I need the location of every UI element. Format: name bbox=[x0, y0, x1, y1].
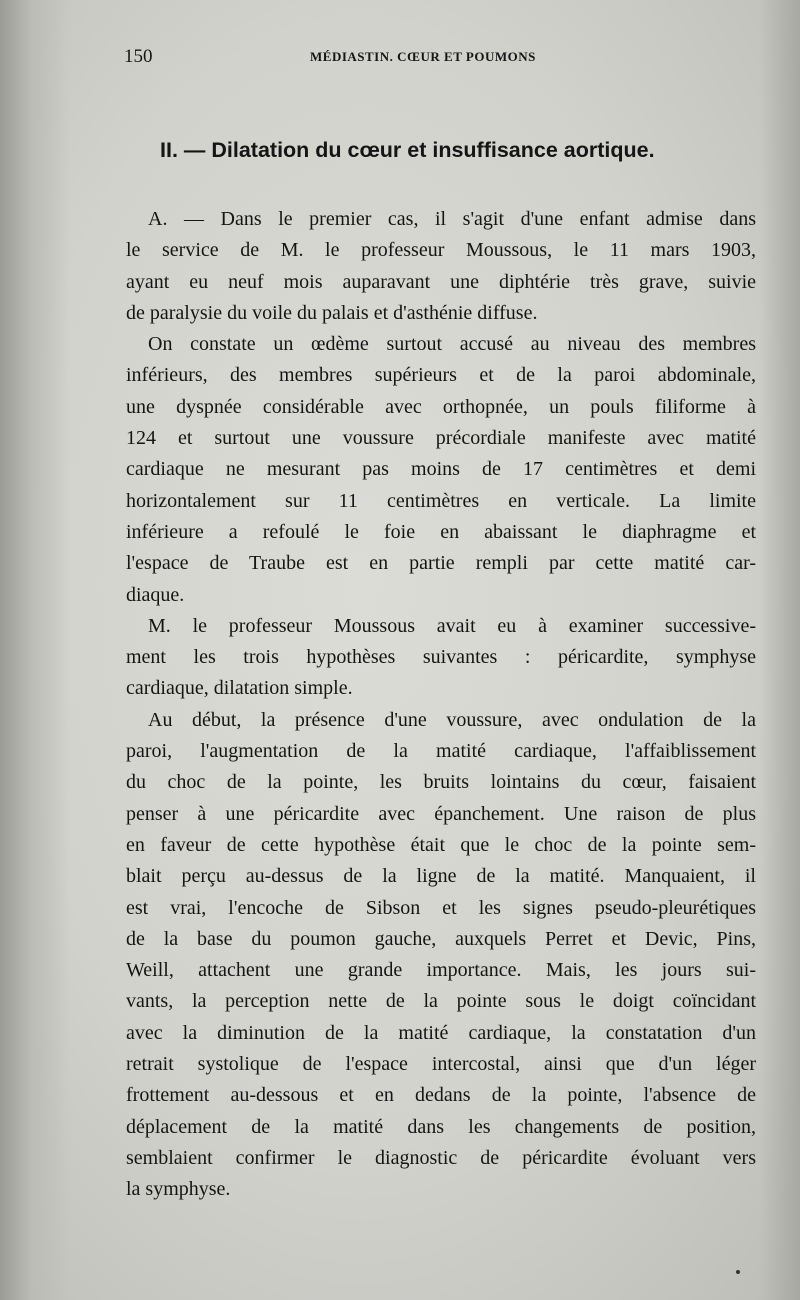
text-line: paroi, l'augmentation de la matité cardiaque, l'affaiblissement bbox=[126, 740, 756, 763]
text-line: cardiaque ne mesurant pas moins de 17 centimètres et demi bbox=[126, 458, 756, 481]
text-line: de paralysie du voile du palais et d'asthénie diffuse. bbox=[126, 301, 538, 324]
text-line: avec la diminution de la matité cardiaque, la constatation d'un bbox=[126, 1021, 756, 1044]
text-line: l'espace de Traube est en partie rempli par cette matité car- bbox=[126, 552, 756, 575]
text-line: diaque. bbox=[126, 583, 185, 606]
paragraph bbox=[126, 611, 756, 705]
paragraph bbox=[126, 705, 756, 1206]
text-line: une dyspnée considérable avec orthopnée, un pouls filiforme à bbox=[126, 395, 756, 418]
running-head: MÉDIASTIN. CŒUR ET POUMONS bbox=[310, 49, 536, 64]
paragraph bbox=[126, 329, 756, 611]
text-line: vants, la perception nette de la pointe sous le doigt coïncidant bbox=[126, 990, 756, 1013]
text-line: en faveur de cette hypothèse était que le choc de la pointe sem- bbox=[126, 833, 756, 856]
text-line: M. le professeur Moussous avait eu à examiner successive- bbox=[148, 614, 756, 637]
text-line: penser à une péricardite avec épanchement. Une raison de plus bbox=[126, 802, 756, 825]
paragraph bbox=[126, 204, 756, 329]
page-edge-shadow bbox=[760, 0, 800, 1300]
text-line: la symphyse. bbox=[126, 1178, 231, 1201]
text-line: de la base du poumon gauche, auxquels Perret et Devic, Pins, bbox=[126, 927, 756, 950]
text-line: horizontalement sur 11 centimètres en verticale. La limite bbox=[126, 489, 756, 512]
page-gutter-shadow bbox=[0, 0, 70, 1300]
text-line: semblaient confirmer le diagnostic de péricardite évoluant vers bbox=[126, 1146, 756, 1169]
page-header bbox=[124, 44, 584, 74]
text-line: 124 et surtout une voussure précordiale manifeste avec matité bbox=[126, 427, 756, 450]
text-line: est vrai, l'encoche de Sibson et les signes pseudo-pleurétiques bbox=[126, 896, 756, 919]
text-line: Weill, attachent une grande importance. Mais, les jours sui- bbox=[126, 959, 756, 982]
text-line: inférieurs, des membres supérieurs et de la paroi abdominale, bbox=[126, 364, 756, 387]
text-line: cardiaque, dilatation simple. bbox=[126, 677, 353, 700]
text-line: frottement au-dessous et en dedans de la pointe, l'absence de bbox=[126, 1084, 756, 1107]
text-line: déplacement de la matité dans les changements de position, bbox=[126, 1115, 756, 1138]
text-line: ment les trois hypothèses suivantes : péricardite, symphyse bbox=[126, 646, 756, 669]
text-line: ayant eu neuf mois auparavant une diphtérie très grave, suivie bbox=[126, 270, 756, 293]
section-heading: II. — Dilatation du cœur et insuffisance aortique. bbox=[160, 138, 655, 162]
text-line: retrait systolique de l'espace intercostal, ainsi que d'un léger bbox=[126, 1053, 756, 1076]
text-line: du choc de la pointe, les bruits lointains du cœur, faisaient bbox=[126, 771, 756, 794]
text-line: le service de M. le professeur Moussous, le 11 mars 1903, bbox=[126, 239, 756, 262]
text-line: inférieure a refoulé le foie en abaissant le diaphragme et bbox=[126, 520, 756, 543]
body-text bbox=[126, 204, 756, 1206]
page-number: 150 bbox=[124, 46, 153, 67]
ink-speck bbox=[736, 1270, 740, 1274]
text-line: Au début, la présence d'une voussure, avec ondulation de la bbox=[148, 708, 756, 731]
text-line: On constate un œdème surtout accusé au niveau des membres bbox=[148, 333, 756, 356]
text-line: A. — Dans le premier cas, il s'agit d'une enfant admise dans bbox=[148, 208, 756, 230]
text-line: blait perçu au-dessus de la ligne de la matité. Manquaient, il bbox=[126, 865, 756, 888]
